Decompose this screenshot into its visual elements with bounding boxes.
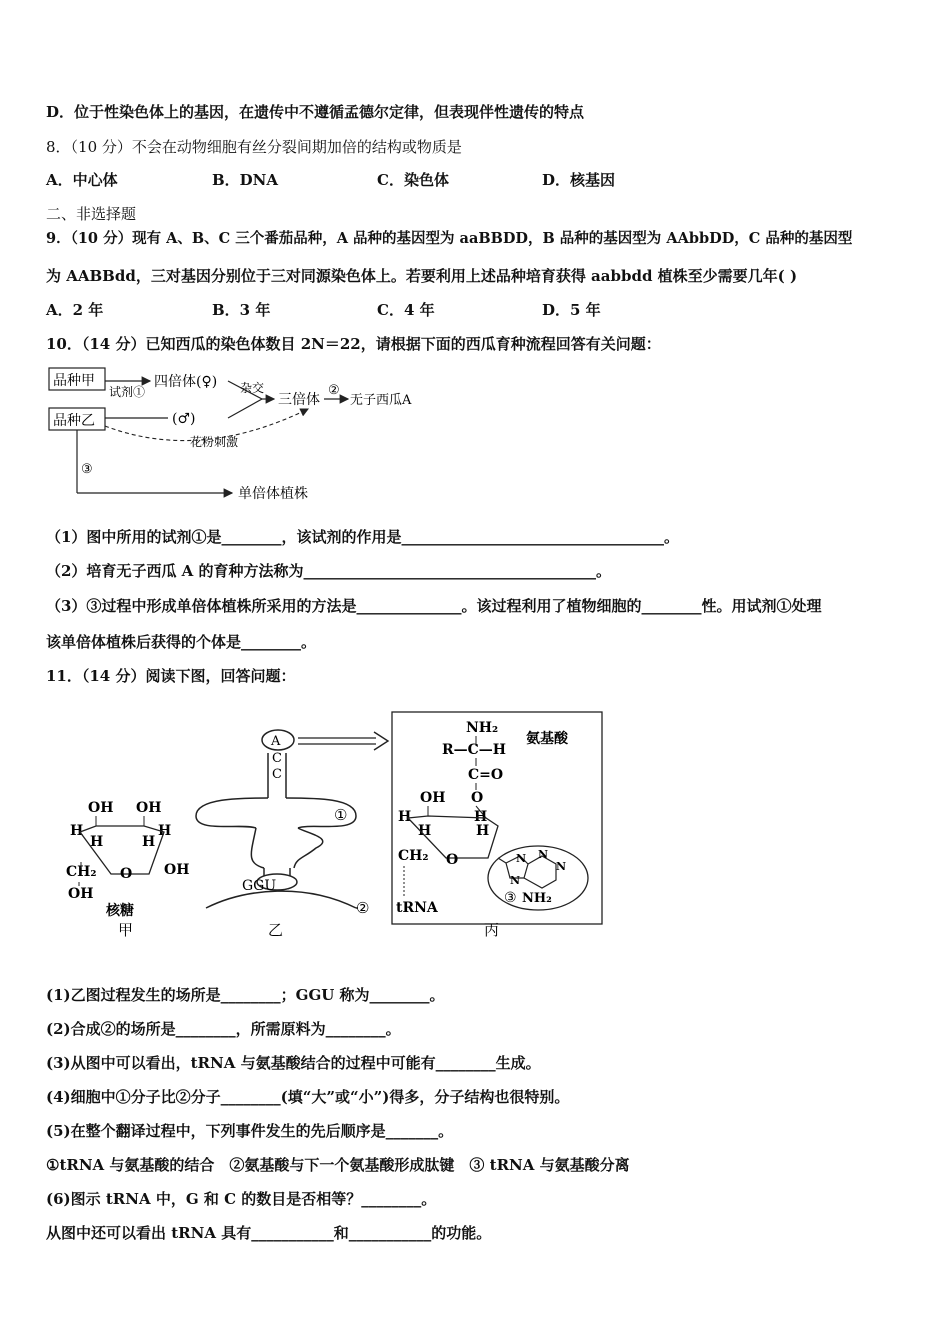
svg-text:OH: OH <box>164 862 190 878</box>
q11-sub6: (6)图示 tRNA 中，G 和 C 的数目是否相等？________。 <box>46 1190 437 1208</box>
box-variety-b-label: 品种乙 <box>53 413 95 429</box>
watermelon-breeding-diagram <box>40 362 460 512</box>
section-title: 二、非选择题 <box>46 205 137 223</box>
q9-option-a: A．2 年 <box>46 301 104 319</box>
svg-text:H: H <box>70 823 84 839</box>
step3-label: ③ <box>81 462 93 477</box>
q9-option-b: B．3 年 <box>212 301 271 319</box>
q9-stem-line2: 为 AABBdd，三对基因分别位于三对同源染色体上。若要利用上述品种培育获得 aabbdd 植株至少需要几年( ) <box>46 267 798 285</box>
svg-text:H: H <box>418 823 432 839</box>
q10-sub1: （1）图中所用的试剂①是________，该试剂的作用是___________________________________。 <box>46 528 679 546</box>
svg-text:C=O: C=O <box>468 767 504 783</box>
jia-name: 核糖 <box>106 903 134 919</box>
step2-label: ② <box>328 383 340 398</box>
svg-text:OH: OH <box>136 800 162 816</box>
amino-acid-label: 氨基酸 <box>526 731 568 747</box>
svg-text:OH: OH <box>68 886 94 902</box>
bing-label: 丙 <box>484 921 500 939</box>
svg-text:H: H <box>90 834 104 850</box>
q9-option-c: C．4 年 <box>377 301 435 319</box>
svg-text:O: O <box>120 866 133 882</box>
q8-stem: 8．（10 分）不会在动物细胞有丝分裂间期加倍的结构或物质是 <box>46 138 462 156</box>
svg-text:N: N <box>516 852 527 865</box>
pollen-label: 花粉刺激 <box>190 435 239 449</box>
svg-text:CH₂: CH₂ <box>398 848 429 864</box>
q9-option-d: D．5 年 <box>542 301 601 319</box>
acceptor-c2: C <box>272 767 282 782</box>
svg-text:OH: OH <box>88 800 114 816</box>
svg-text:H: H <box>398 809 412 825</box>
q10-sub2: （2）培育无子西瓜 A 的育种方法称为_______________________________________。 <box>46 562 612 580</box>
acceptor-c1: C <box>272 751 282 766</box>
svg-text:CH₂: CH₂ <box>66 864 97 880</box>
svg-text:N: N <box>510 874 521 887</box>
ribose-structure <box>66 800 189 902</box>
svg-text:N: N <box>556 860 567 873</box>
svg-text:R—C—H: R—C—H <box>442 742 507 758</box>
acceptor-a: A <box>271 734 281 749</box>
cross-label: 杂交 <box>240 381 265 395</box>
svg-text:O: O <box>446 852 459 868</box>
seedless-label: 无子西瓜A <box>350 393 412 408</box>
q11-sub4: (4)细胞中①分子比②分子________(填“大”或“小”)得多，分子结构也很特别。 <box>46 1088 570 1106</box>
circle3-label: ③ <box>504 890 517 906</box>
q11-sub3: (3)从图中可以看出，tRNA 与氨基酸结合的过程中可能有________生成。 <box>46 1054 541 1072</box>
aminoacyl-structure <box>398 720 506 898</box>
circle1-label: ① <box>334 806 348 824</box>
haploid-label: 单倍体植株 <box>238 486 308 502</box>
q11-stem: 11．（14 分）阅读下图，回答问题： <box>46 667 296 685</box>
tetraploid-label: 四倍体(♀) <box>154 374 218 390</box>
trna-figure <box>46 698 606 948</box>
yi-label: 乙 <box>268 921 284 939</box>
anticodon-label: GGU <box>242 878 277 894</box>
q7-option-d: D．位于性染色体上的基因，在遗传中不遵循孟德尔定律，但表现伴性遗传的特点 <box>46 103 585 121</box>
circle2-label: ② <box>356 899 370 917</box>
trna-label: tRNA <box>396 900 438 916</box>
svg-text:N: N <box>538 848 549 861</box>
q9-stem-line1: 9．（10 分）现有 A、B、C 三个番茄品种，A 品种的基因型为 aaBBDD，B 品种的基因型为 AAbbDD，C 品种的基因型 <box>46 230 853 247</box>
svg-text:NH₂: NH₂ <box>466 720 499 736</box>
male-label: (♂) <box>172 411 196 427</box>
svg-text:H: H <box>476 823 490 839</box>
adenine-atoms <box>510 848 566 887</box>
q11-sub1: (1)乙图过程发生的场所是________；GGU 称为________。 <box>46 986 445 1004</box>
nh2-label: NH₂ <box>522 891 552 906</box>
q8-option-a: A．中心体 <box>46 171 118 189</box>
q11-sub5-events: ①tRNA 与氨基酸的结合 ②氨基酸与下一个氨基酸形成肽键 ③ tRNA 与氨基酸分离 <box>46 1156 630 1174</box>
q8-option-c: C．染色体 <box>377 171 449 189</box>
q10-stem: 10．（14 分）已知西瓜的染色体数目 2N＝22，请根据下面的西瓜育种流程回答有关问题： <box>46 335 661 353</box>
triploid-label: 三倍体 <box>278 392 320 408</box>
q10-sub3-line2: 该单倍体植株后获得的个体是________。 <box>46 633 317 651</box>
box-variety-a-label: 品种甲 <box>53 373 95 389</box>
arrow-head <box>374 732 388 750</box>
q8-option-b: B．DNA <box>212 171 279 189</box>
q11-sub5: (5)在整个翻译过程中，下列事件发生的先后顺序是_______。 <box>46 1122 454 1140</box>
q10-sub3-line1: （3）③过程中形成单倍体植株所采用的方法是______________。该过程利用了植物细胞的________性。用试剂①处理 <box>46 597 822 615</box>
svg-text:OH: OH <box>420 790 446 806</box>
q8-option-d: D．核基因 <box>542 171 616 189</box>
q11-sub6-function: 从图中还可以看出 tRNA 具有___________和___________的功能。 <box>46 1224 492 1242</box>
svg-text:H: H <box>158 823 172 839</box>
svg-text:H: H <box>474 809 488 825</box>
jia-label: 甲 <box>118 921 134 939</box>
q11-sub2: (2)合成②的场所是________，所需原料为________。 <box>46 1020 401 1038</box>
svg-text:H: H <box>142 834 156 850</box>
svg-text:O: O <box>471 790 484 806</box>
reagent-label: 试剂① <box>109 385 146 399</box>
